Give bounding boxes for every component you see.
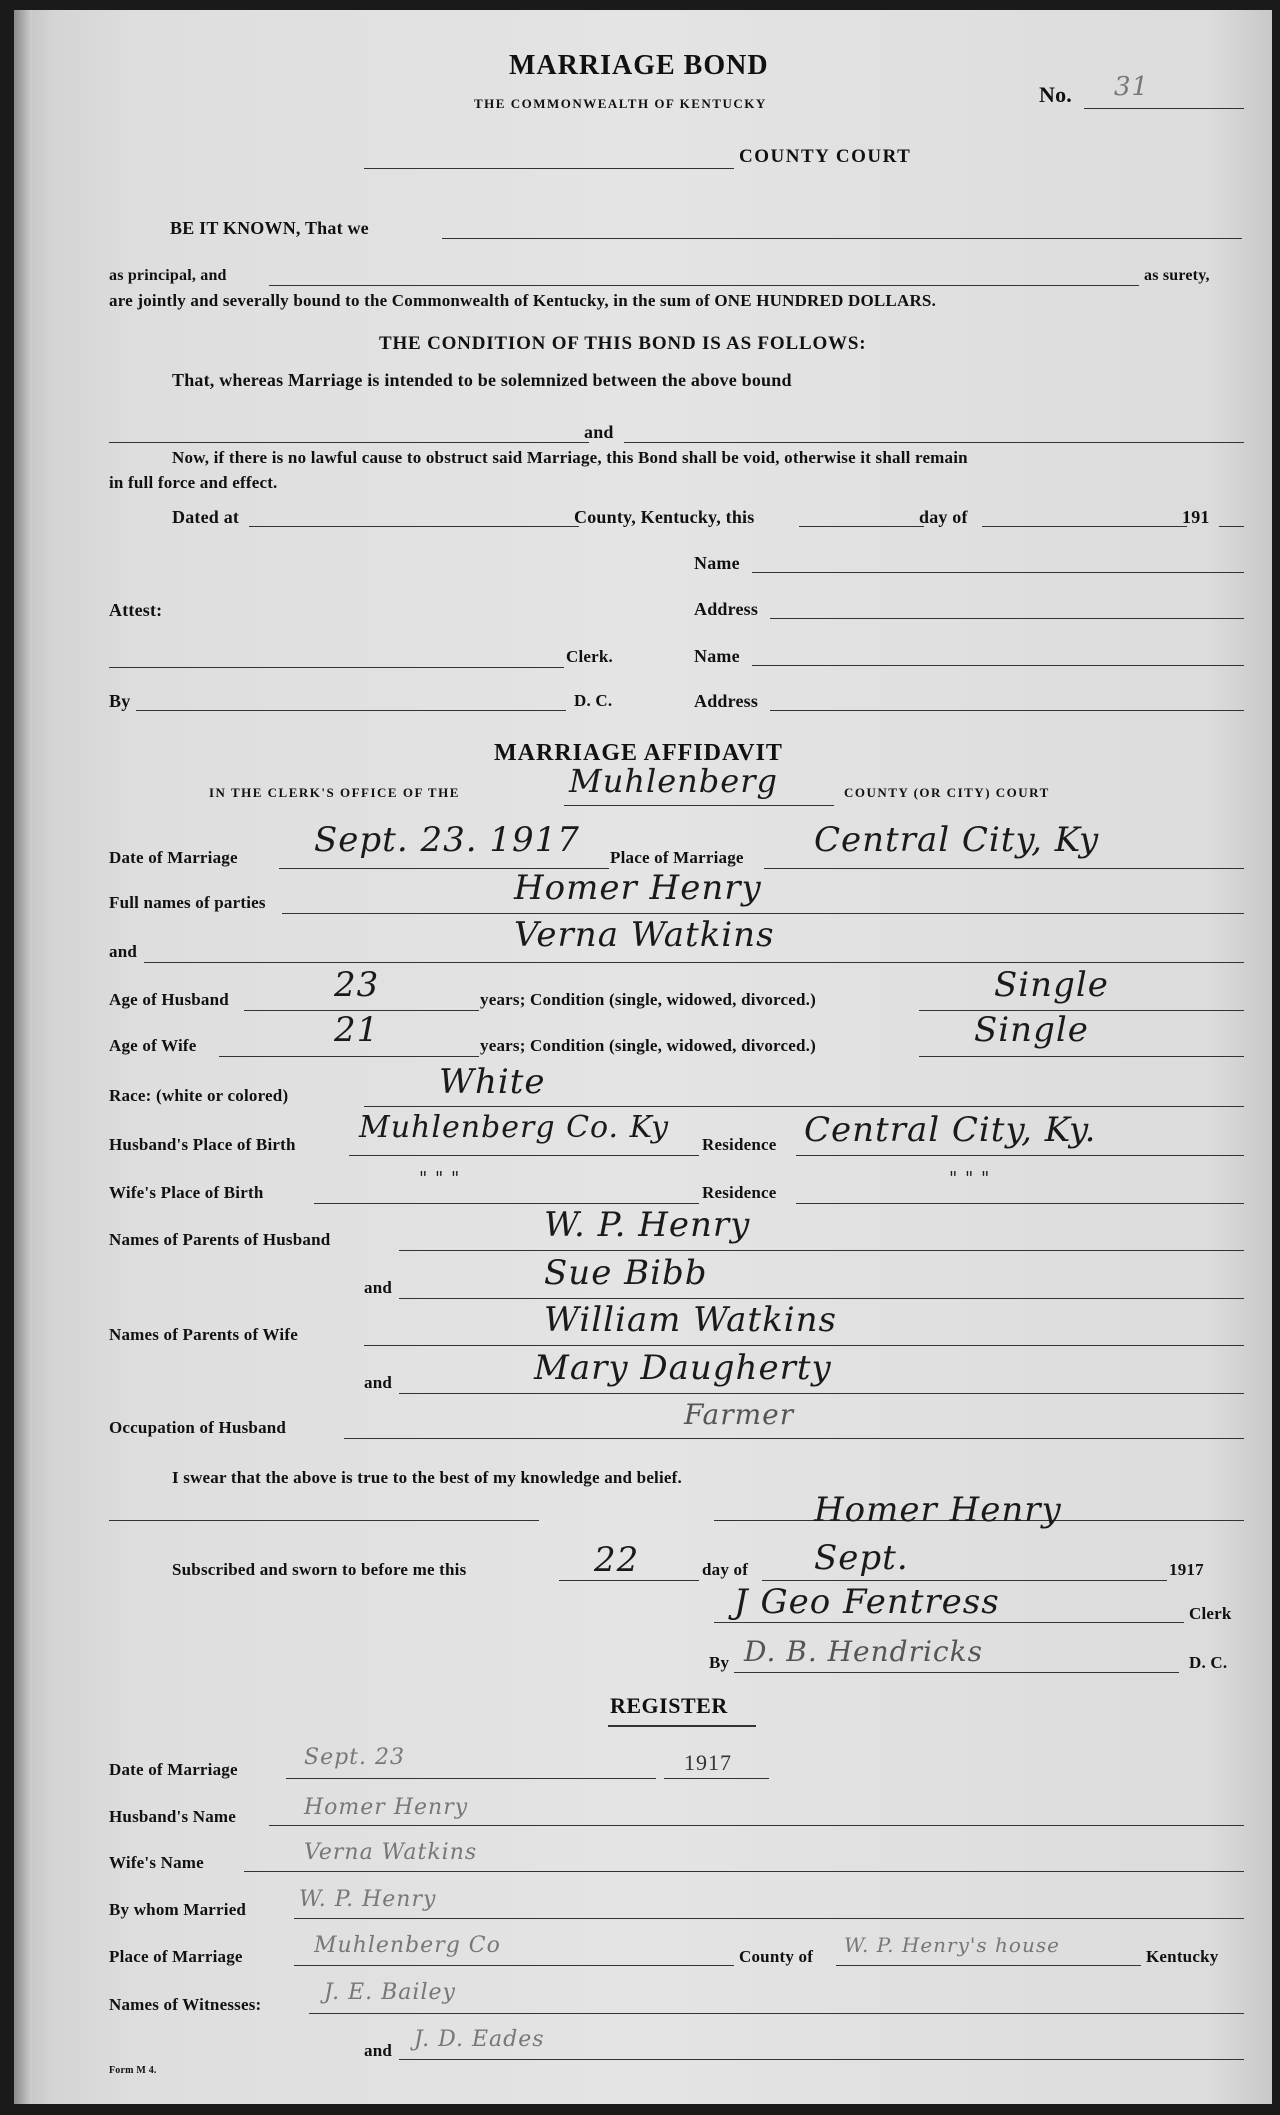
- parents-husband-label: Names of Parents of Husband: [109, 1230, 331, 1249]
- dated-day-line: [799, 526, 924, 527]
- place-of-marriage-line: [764, 868, 1244, 869]
- reg-witness1-line: [309, 2013, 1244, 2014]
- bond-no-label: No.: [1039, 82, 1072, 107]
- reg-husband-label: Husband's Name: [109, 1807, 237, 1826]
- affidavit-dc-label: D. C.: [1189, 1653, 1228, 1672]
- clerk-signature: J Geo Fentress: [734, 1582, 1000, 1622]
- reg-date-value: Sept. 23: [304, 1745, 405, 1770]
- surety-line: [269, 285, 1139, 286]
- cond-wife-value: Single: [974, 1010, 1089, 1050]
- father-husband-value: W. P. Henry: [544, 1205, 751, 1245]
- cond-wife-line: [919, 1056, 1244, 1057]
- affidavit-office-pre: IN THE CLERK'S OFFICE OF THE: [209, 785, 460, 800]
- reg-county-line: [836, 1965, 1141, 1966]
- age-wife-value: 21: [334, 1010, 380, 1050]
- wife-birth-value: " " ": [419, 1168, 461, 1189]
- bound-and: and: [584, 422, 614, 442]
- father-husband-line: [399, 1250, 1244, 1251]
- reg-witness1-value: J. E. Bailey: [324, 1980, 456, 2005]
- race-label: Race: (white or colored): [109, 1086, 289, 1105]
- affiant-signature: Homer Henry: [814, 1490, 1062, 1530]
- reg-date-line: [286, 1778, 656, 1779]
- years-condition-husband: years; Condition (single, widowed, divorced.): [480, 990, 816, 1009]
- wife-residence-value: " " ": [949, 1168, 991, 1189]
- dated-month-line: [982, 526, 1187, 527]
- as-surety: as surety,: [1144, 267, 1210, 284]
- bond-title: MARRIAGE BOND: [509, 50, 769, 81]
- marriage-bond-document: [14, 10, 1272, 2104]
- clerk-signature-line: [714, 1622, 1184, 1623]
- clerk-label: Clerk.: [566, 647, 613, 666]
- county-court-line: [364, 168, 734, 169]
- race-value: White: [439, 1062, 546, 1102]
- dated-day-of: day of: [919, 507, 968, 527]
- as-principal: as principal, and: [109, 267, 227, 284]
- reg-witness-and: and: [364, 2041, 393, 2060]
- age-husband-label: Age of Husband: [109, 990, 229, 1009]
- name-label-1: Name: [694, 553, 740, 573]
- place-of-marriage-value: Central City, Ky: [814, 820, 1100, 860]
- now-if: Now, if there is no lawful cause to obstruct said Marriage, this Bond shall be void, otherwise it shall remain: [172, 448, 968, 467]
- father-wife-line: [364, 1345, 1244, 1346]
- swear-statement: I swear that the above is true to the best of my knowledge and belief.: [172, 1468, 682, 1487]
- affidavit-county-value: Muhlenberg: [569, 762, 778, 800]
- reg-date-label: Date of Marriage: [109, 1760, 238, 1779]
- dated-year-prefix: 191: [1182, 507, 1210, 527]
- husband-birth-value: Muhlenberg Co. Ky: [359, 1110, 670, 1145]
- dated-year-line: [1219, 526, 1244, 527]
- party-and-label: and: [109, 942, 138, 961]
- address-line-2: [770, 710, 1244, 711]
- county-court-label: COUNTY COURT: [739, 146, 912, 167]
- reg-husband-value: Homer Henry: [304, 1795, 469, 1820]
- reg-witness2-value: J. D. Eades: [414, 2027, 545, 2052]
- husband-birth-label: Husband's Place of Birth: [109, 1135, 296, 1154]
- sworn-day-line: [559, 1580, 699, 1581]
- reg-place-line: [294, 1965, 734, 1966]
- affiant-left-line: [109, 1520, 539, 1521]
- age-husband-value: 23: [334, 965, 380, 1005]
- register-title-underline: [608, 1725, 756, 1727]
- wife-residence-line: [796, 1203, 1244, 1204]
- husband-residence-label: Residence: [702, 1135, 777, 1154]
- bond-no-line: [1084, 108, 1244, 109]
- affidavit-office-post: COUNTY (OR CITY) COURT: [844, 785, 1050, 800]
- place-of-marriage-label: Place of Marriage: [610, 848, 744, 867]
- bond-subtitle: THE COMMONWEALTH OF KENTUCKY: [474, 96, 767, 111]
- date-of-marriage-value: Sept. 23. 1917: [314, 820, 580, 860]
- name-label-2: Name: [694, 646, 740, 666]
- that-whereas: That, whereas Marriage is intended to be solemnized between the above bound: [172, 370, 792, 390]
- husband-residence-line: [796, 1155, 1244, 1156]
- wife-birth-label: Wife's Place of Birth: [109, 1183, 264, 1202]
- party1-value: Homer Henry: [514, 868, 762, 908]
- age-wife-line: [219, 1056, 479, 1057]
- name-line-1: [752, 572, 1244, 573]
- reg-county-of: County of: [739, 1947, 814, 1966]
- dated-place-line: [249, 526, 579, 527]
- wife-residence-label: Residence: [702, 1183, 777, 1202]
- be-it-known: BE IT KNOWN, That we: [170, 218, 369, 238]
- principal-line: [442, 238, 1242, 239]
- reg-witness2-line: [399, 2059, 1244, 2060]
- parents-wife-label: Names of Parents of Wife: [109, 1325, 298, 1344]
- reg-by-whom-line: [294, 1918, 1244, 1919]
- sworn-month-value: Sept.: [814, 1538, 909, 1578]
- father-wife-value: William Watkins: [544, 1300, 837, 1340]
- jointly-bound: are jointly and severally bound to the Commonwealth of Kentucky, in the sum of ONE HUNDRED DOLLARS.: [109, 291, 937, 310]
- mother-wife-value: Mary Daugherty: [534, 1348, 832, 1388]
- party2-line: [144, 962, 1244, 963]
- sworn-day-value: 22: [594, 1540, 640, 1580]
- wife-birth-line: [314, 1203, 699, 1204]
- husband-birth-line: [349, 1155, 699, 1156]
- address-line-1: [770, 618, 1244, 619]
- reg-year-value: 1917: [684, 1750, 732, 1775]
- form-number: Form M 4.: [109, 2065, 157, 2076]
- years-condition-wife: years; Condition (single, widowed, divorced.): [480, 1036, 816, 1055]
- mother-husband-and: and: [364, 1278, 393, 1297]
- full-force: in full force and effect.: [109, 473, 278, 492]
- sworn-month-line: [762, 1580, 1167, 1581]
- reg-wife-line: [244, 1871, 1244, 1872]
- reg-witnesses-label: Names of Witnesses:: [109, 1995, 262, 2014]
- affidavit-by-label: By: [709, 1653, 730, 1672]
- register-title: REGISTER: [610, 1693, 728, 1718]
- county-ky-this: County, Kentucky, this: [574, 507, 755, 527]
- attest-label: Attest:: [109, 600, 163, 620]
- by-label: By: [109, 691, 131, 711]
- dc-label: D. C.: [574, 691, 613, 710]
- reg-wife-value: Verna Watkins: [304, 1840, 478, 1865]
- page-edge: [14, 10, 32, 2104]
- date-of-marriage-label: Date of Marriage: [109, 848, 238, 867]
- reg-place-value: Muhlenberg Co: [314, 1933, 501, 1958]
- deputy-signature-line: [734, 1672, 1179, 1673]
- reg-county-value: W. P. Henry's house: [844, 1933, 1060, 1957]
- affidavit-county-line: [564, 805, 834, 806]
- condition-heading: THE CONDITION OF THIS BOND IS AS FOLLOWS:: [379, 333, 867, 354]
- husband-residence-value: Central City, Ky.: [804, 1110, 1097, 1150]
- affidavit-title: MARRIAGE AFFIDAVIT: [494, 740, 783, 766]
- reg-husband-line: [269, 1825, 1244, 1826]
- address-label-1: Address: [694, 599, 759, 619]
- reg-by-whom-label: By whom Married: [109, 1900, 247, 1919]
- name-line-2: [752, 665, 1244, 666]
- reg-by-whom-value: W. P. Henry: [299, 1887, 437, 1912]
- cond-husband-value: Single: [994, 965, 1109, 1005]
- attest-clerk-line: [109, 667, 564, 668]
- reg-wife-label: Wife's Name: [109, 1853, 204, 1872]
- reg-year-line: [664, 1778, 769, 1779]
- address-label-2: Address: [694, 691, 759, 711]
- bound-party1-line: [109, 442, 589, 443]
- dated-at: Dated at: [172, 507, 240, 527]
- reg-place-label: Place of Marriage: [109, 1947, 243, 1966]
- mother-wife-line: [399, 1393, 1244, 1394]
- mother-husband-value: Sue Bibb: [544, 1253, 708, 1293]
- reg-kentucky: Kentucky: [1146, 1947, 1219, 1966]
- mother-husband-line: [399, 1298, 1244, 1299]
- occupation-value: Farmer: [684, 1398, 795, 1431]
- deputy-signature: D. B. Hendricks: [744, 1635, 983, 1668]
- bound-party2-line: [624, 442, 1244, 443]
- affidavit-clerk-label: Clerk: [1189, 1604, 1232, 1623]
- age-wife-label: Age of Wife: [109, 1036, 197, 1055]
- party1-line: [282, 913, 1244, 914]
- subscribed-label: Subscribed and sworn to before me this: [172, 1560, 467, 1579]
- party2-value: Verna Watkins: [514, 915, 775, 955]
- by-line: [136, 710, 566, 711]
- race-line: [364, 1106, 1244, 1107]
- occupation-label: Occupation of Husband: [109, 1418, 287, 1437]
- bond-no-value: 31: [1114, 72, 1150, 102]
- full-names-label: Full names of parties: [109, 893, 266, 912]
- mother-wife-and: and: [364, 1373, 393, 1392]
- occupation-line: [344, 1438, 1244, 1439]
- sworn-year: 1917: [1169, 1560, 1204, 1579]
- sworn-day-of: day of: [702, 1560, 749, 1579]
